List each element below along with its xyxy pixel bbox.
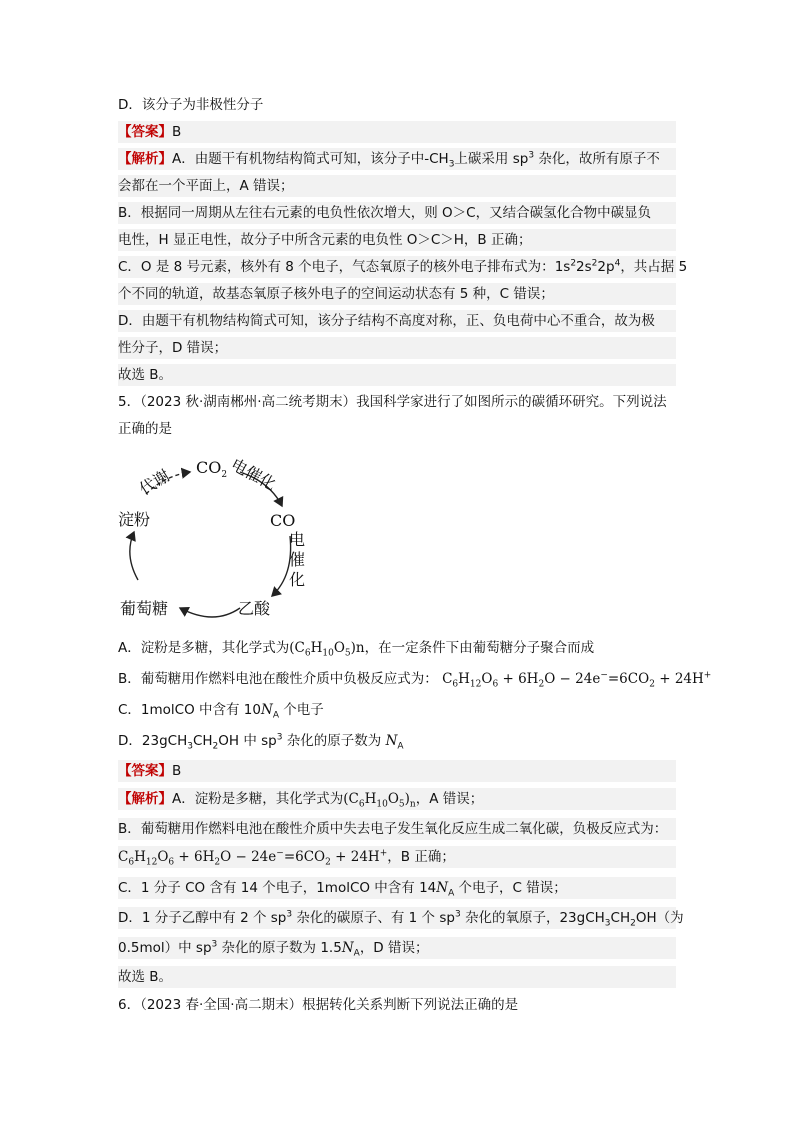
q5-analysis-b1: B．葡萄糖用作燃料电池在酸性介质中失去电子发生氧化反应生成二氧化碳，负极反应式为： [118, 818, 676, 840]
text: D．1 分子乙醇中有 2 个 sp [118, 910, 287, 926]
node-co: CO [270, 511, 296, 530]
analysis-b-line1: B．根据同一周期从左往右元素的电负性依次增大，则 O＞C，又结合碳氢化合物中碳显负 [118, 202, 676, 224]
q5-analysis-d1: D．1 分子乙醇中有 2 个 $sp^3$ 杂化的碳原子、有 1 个 $sp^3$ 杂化的氧原子，$23gCH_3CH_2OH$（为 [118, 907, 676, 929]
q5-option-a: A．淀粉是多糖，其化学式为$(C_6H_{10}O_5)n$，在一定条件下由葡萄糖分子聚合而成 [118, 640, 595, 659]
q5-stem-line2: 正确的是 [118, 421, 172, 437]
conclusion: 故选 B。 [118, 364, 676, 386]
q5-analysis-b2: $C_6H_{12}O_6 + 6H_2O - 24e^-=6CO_2 + 24H^+$，B 正确； [118, 846, 676, 868]
analysis-a-line2: 会都在一个平面上，A 错误； [118, 175, 676, 197]
carbon-cycle-diagram [112, 450, 312, 630]
answer-line [118, 121, 676, 143]
text: A．由题干有机物结构简式可知，该分子中-CH [172, 151, 449, 167]
text: 杂化的原子数为 [282, 733, 386, 749]
text: ，D 错误； [359, 940, 429, 956]
node-glucose: 葡萄糖 [120, 599, 169, 618]
text: 杂化，故所有原子不 [538, 151, 660, 167]
text: A．淀粉是多糖，其化学式为 [172, 791, 344, 807]
text: ，A 错误； [415, 791, 484, 807]
q5-option-c: C．1molCO 中含有 $10N_A$ 个电子 [118, 702, 324, 721]
q5-stem-line1: 5．（2023 秋·湖南郴州·高二统考期末）我国科学家进行了如图所示的碳循环研究。下列说法 [118, 394, 667, 410]
text: CH [192, 733, 213, 749]
node-co2: $CO_2$ [196, 458, 228, 481]
text: OH（为 [635, 910, 684, 926]
analysis-c-line1: C．O 是 8 号元素，核外有 8 个电子，气态氧原子的核外电子排布式为：$1s^22s^22p^4$，共占据 5 [118, 256, 676, 278]
q5-option-b: B．葡萄糖用作燃料电池在酸性介质中负极反应式为： $C_6H_{12}O_6 + 6H_2O - 24e^-=6CO_2 + 24H^+$ [118, 670, 712, 690]
text: B．葡萄糖用作燃料电池在酸性介质中负极反应式为： [118, 671, 438, 687]
text: 个电子 [278, 702, 324, 718]
text: C．1molCO 中含有 10 [118, 702, 261, 718]
answer-value: B [172, 763, 182, 779]
analysis-label: 【解析】 [118, 791, 172, 807]
analysis-b-line2: 电性，H 显正电性，故分子中所含元素的电负性 O＞C＞H，B 正确； [118, 229, 676, 251]
text: CO [196, 458, 222, 477]
label-electrocatalysis-vertical [287, 530, 307, 590]
text: A．淀粉是多糖，其化学式为 [118, 640, 290, 656]
q6-stem: 6．（2023 春·全国·高二期末）根据转化关系判断下列说法正确的是 [118, 997, 519, 1013]
q5-conclusion: 故选 B。 [118, 966, 676, 988]
option-d: D．该分子为非极性分子 [118, 97, 264, 113]
text: C．O 是 8 号元素，核外有 8 个电子，气态氧原子的核外电子排布式为： [118, 259, 555, 275]
text: D．23gCH [118, 733, 188, 749]
text: ，共占据 5 [620, 259, 688, 275]
analysis-d-line2: 性分子，D 错误； [118, 337, 676, 359]
text: 杂化的碳原子、有 1 个 sp [292, 910, 455, 926]
text: 催 [288, 550, 305, 569]
text: 杂化的氧原子，23gCH [460, 910, 605, 926]
q5-option-d: D．$23gCH_3CH_2OH$ 中 $sp^3$ 杂化的原子数为 $N_A$ [118, 732, 404, 752]
answer-value: B [172, 124, 182, 140]
text: ，在一定条件下由葡萄糖分子聚合而成 [364, 640, 595, 656]
text: 杂化的原子数为 1.5 [217, 940, 342, 956]
analysis-label: 【解析】 [118, 151, 172, 167]
label-metabolism: 代谢 [135, 465, 174, 499]
q5-answer-line [118, 760, 676, 782]
text: 上碳采用 [454, 151, 509, 167]
text: CH [610, 910, 631, 926]
q5-analysis-a: 【解析】A．淀粉是多糖，其化学式为$(C_6H_{10}O_5)_n$，A 错误； [118, 788, 676, 810]
node-acetic-acid: 乙酸 [238, 599, 271, 618]
text: 个电子，C 错误； [454, 880, 567, 896]
answer-label: 【答案】 [118, 763, 172, 779]
text: OH 中 sp [218, 733, 277, 749]
q5-analysis-c: C．1 分子 CO 含有 14 个电子，1molCO 中含有 $14N_A$ 个电子，C 错误； [118, 877, 676, 899]
text: 0.5mol）中 sp [118, 940, 212, 956]
node-starch: 淀粉 [118, 510, 151, 529]
answer-label: 【答案】 [118, 124, 172, 140]
text: ，B 正确； [387, 849, 455, 865]
analysis-a-line1: 【解析】A．由题干有机物结构简式可知，该分子中$-CH_3$上碳采用 $sp^3$ 杂化，故所有原子不 [118, 148, 676, 170]
analysis-d-line1: D．由题干有机物结构简式可知，该分子结构不高度对称，正、负电荷中心不重合，故为极 [118, 310, 676, 332]
text: 化 [288, 570, 305, 589]
analysis-c-line2: 个不同的轨道，故基态氧原子核外电子的空间运动状态有 5 种，C 错误； [118, 283, 676, 305]
text: 电 [288, 530, 305, 549]
q5-analysis-d2: 0.5mol）中 $sp^3$ 杂化的原子数为 $1.5N_A$，D 错误； [118, 937, 676, 959]
text: C．1 分子 CO 含有 14 个电子，1molCO 中含有 14 [118, 880, 437, 896]
label-electrocatalysis: 电催化 [227, 454, 280, 495]
